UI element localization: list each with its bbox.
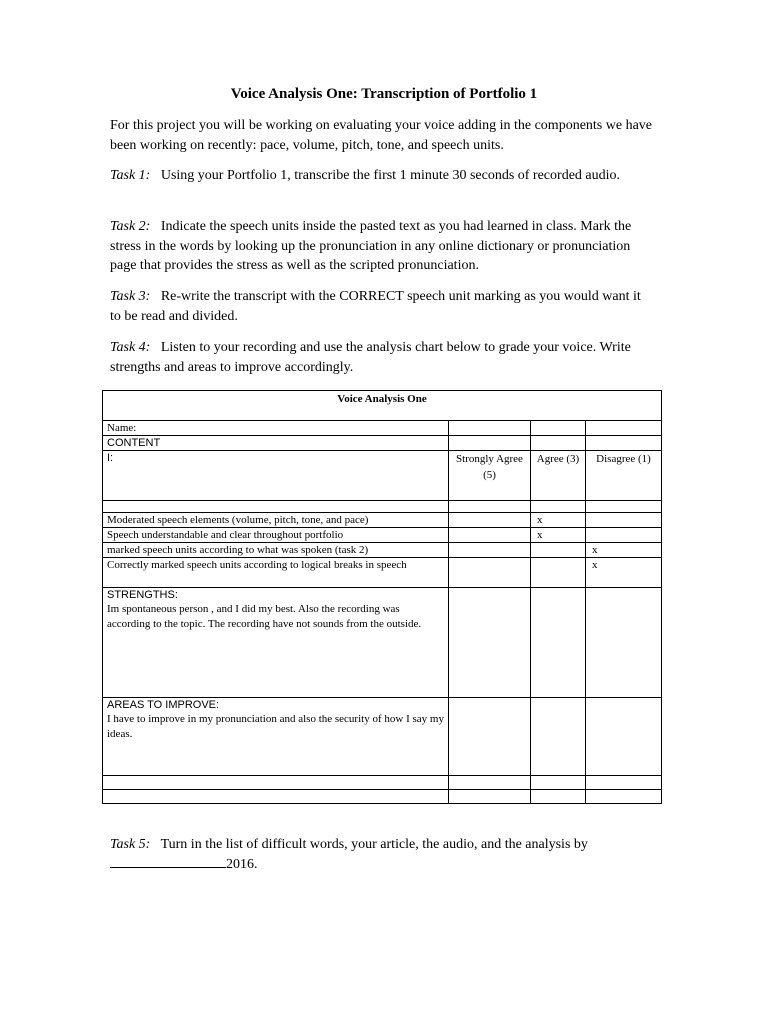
name-label: Name: [103, 421, 449, 436]
criterion-mark: x [531, 528, 586, 543]
task-5 [110, 835, 655, 874]
task-3 [110, 287, 655, 326]
document-title: Voice Analysis One: Transcription of Portfolio 1 [230, 86, 538, 102]
empty-cell [586, 790, 662, 804]
task-text: Using your Portfolio 1, transcribe the first 1 minute 30 seconds of recorded audio. [160, 168, 621, 183]
criterion-mark [586, 528, 662, 543]
column-header-disagree: Disagree (1) [586, 451, 662, 501]
task-2 [110, 217, 655, 276]
task-label: Task 3: [110, 289, 151, 304]
task-text: Indicate the speech units inside the pasted text as you had learned in class. Mark the stress in the words by looking up the pronunciation in any online dictionary or pronunciation page that provides the stress as well as the scripted pronunciation. [110, 219, 632, 273]
criterion-label: Moderated speech elements (volume, pitch, tone, and pace) [103, 513, 449, 528]
empty-cell [531, 588, 586, 698]
criterion-mark [449, 558, 531, 588]
criterion-mark [531, 558, 586, 588]
areas-to-improve-label: AREAS TO IMPROVE: [107, 699, 220, 711]
criterion-mark [531, 543, 586, 558]
criterion-mark [449, 528, 531, 543]
empty-cell [449, 501, 531, 513]
date-blank-line [110, 855, 226, 868]
task-label: Task 2: [110, 219, 151, 234]
criterion-mark [449, 513, 531, 528]
empty-cell [531, 776, 586, 790]
criterion-mark [449, 543, 531, 558]
content-label: CONTENT [103, 436, 449, 451]
criterion-label: Correctly marked speech units according to logical breaks in speech [103, 558, 449, 588]
task-4 [110, 338, 655, 377]
empty-cell [449, 790, 531, 804]
criterion-mark: x [586, 558, 662, 588]
column-header-agree: Agree (3) [531, 451, 586, 501]
criterion-label: marked speech units according to what was spoken (task 2) [103, 543, 449, 558]
intro-paragraph: For this project you will be working on evaluating your voice adding in the components we have been working on recently: pace, volume, pitch, tone, and speech units. [110, 118, 652, 153]
task-label: Task 5: [110, 837, 151, 852]
empty-cell [103, 776, 449, 790]
empty-cell [449, 421, 531, 436]
task-label: Task 4: [110, 340, 151, 355]
criterion-label: Speech understandable and clear throughout portfolio [103, 528, 449, 543]
empty-cell [586, 501, 662, 513]
empty-cell [531, 790, 586, 804]
empty-cell [103, 790, 449, 804]
empty-cell [531, 436, 586, 451]
empty-cell [449, 588, 531, 698]
empty-cell [586, 436, 662, 451]
empty-cell [449, 698, 531, 776]
i-label: I: [103, 451, 449, 501]
empty-cell [449, 436, 531, 451]
empty-cell [531, 501, 586, 513]
areas-to-improve-text: I have to improve in my pronunciation and also the security of how I say my ideas. [107, 713, 444, 740]
empty-cell [586, 588, 662, 698]
empty-cell [449, 776, 531, 790]
column-header-strongly-agree: Strongly Agree (5) [449, 451, 531, 501]
task-suffix: 2016. [226, 856, 258, 872]
empty-cell [103, 501, 449, 513]
areas-to-improve-cell [103, 698, 449, 776]
voice-analysis-table [102, 390, 662, 804]
task-text: Listen to your recording and use the analysis chart below to grade your voice. Write strengths and areas to improve accordingly. [110, 340, 631, 375]
task-1 [110, 166, 655, 186]
task-label: Task 1: [110, 168, 151, 183]
criterion-mark [586, 513, 662, 528]
criterion-mark: x [531, 513, 586, 528]
strengths-text: Im spontaneous person , and I did my best. Also the recording was according to the topic. The recording have not sounds from the outside. [107, 603, 422, 630]
empty-cell [531, 421, 586, 436]
empty-cell [586, 698, 662, 776]
empty-cell [531, 698, 586, 776]
task-text: Turn in the list of difficult words, your article, the audio, and the analysis by [160, 837, 588, 852]
strengths-label: STRENGTHS: [107, 589, 178, 601]
table-heading: Voice Analysis One [103, 391, 662, 421]
empty-cell [586, 776, 662, 790]
strengths-cell [103, 588, 449, 698]
task-text: Re-write the transcript with the CORRECT speech unit marking as you would want it to be read and divided. [110, 289, 641, 324]
empty-cell [586, 421, 662, 436]
criterion-mark: x [586, 543, 662, 558]
